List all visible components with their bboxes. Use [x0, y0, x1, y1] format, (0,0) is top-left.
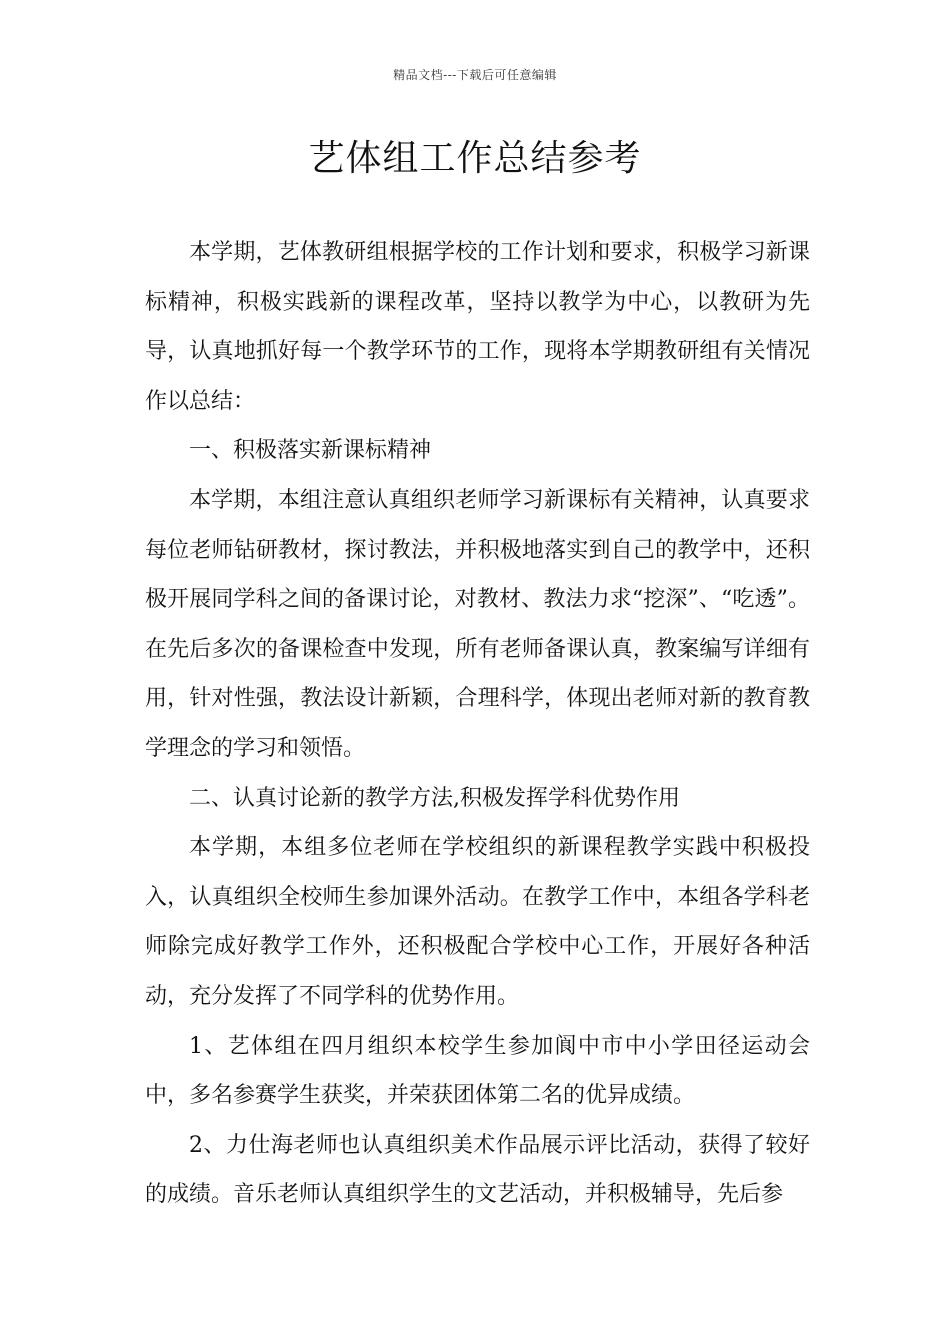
list-item-2: 2、力仕海老师也认真组织美术作品展示评比活动，获得了较好的成绩。音乐老师认真组织学生的文艺活动，并积极辅导，先后参: [145, 1132, 810, 1208]
section-heading-1: 一、积极落实新课标精神: [189, 438, 432, 464]
document-body: [145, 228, 810, 1220]
paragraph-intro: 本学期，艺体教研组根据学校的工作计划和要求，积极学习新课标精神，积极实践新的课程改革，坚持以教学为中心，以教研为先导，认真地抓好每一个教学环节的工作，现将本学期教研组有关情况作以总结：: [145, 240, 810, 414]
paragraph-section-1: 本学期，本组注意认真组织老师学习新课标有关精神，认真要求每位老师钻研教材，探讨教法，并积极地落实到自己的教学中，还积极开展同学科之间的备课讨论，对教材、教法力求“挖深”、“吃透”。在先后多次的备课检查中发现，所有老师备课认真，教案编写详细有用，针对性强，教法设计新颖，合理科学，体现出老师对新的教育教学理念的学习和领悟。: [145, 487, 810, 761]
document-title: 艺体组工作总结参考: [308, 138, 642, 179]
paragraph-section-2: 本学期，本组多位老师在学校组织的新课程教学实践中积极投入，认真组织全校师生参加课外活动。在教学工作中，本组各学科老师除完成好教学工作外，还积极配合学校中心工作，开展好各种活动，充分发挥了不同学科的优势作用。: [145, 835, 810, 1009]
page-header-note: 精品文档---下载后可任意编辑: [393, 68, 557, 82]
section-heading-2: 二、认真讨论新的教学方法,积极发挥学科优势作用: [189, 785, 680, 811]
list-item-1: 1、艺体组在四月组织本校学生参加阆中市中小学田径运动会中，多名参赛学生获奖，并荣获团体第二名的优异成绩。: [145, 1033, 810, 1109]
